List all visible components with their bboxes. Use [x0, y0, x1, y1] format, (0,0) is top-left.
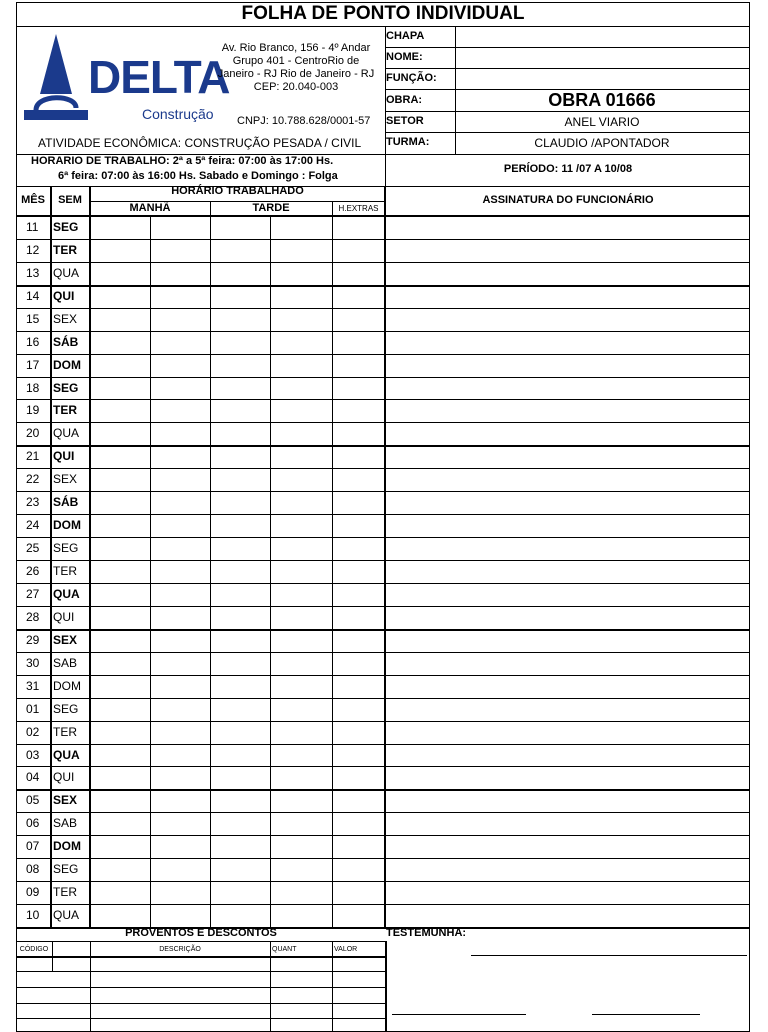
day-cell: 22 [26, 472, 40, 487]
weekday-cell: SEX [53, 311, 78, 326]
table-row [16, 629, 750, 652]
day-cell: 09 [26, 885, 40, 900]
period: PERÍODO: 11 /07 A 10/08 [503, 163, 633, 175]
funcao-field[interactable] [460, 71, 745, 89]
table-row [16, 583, 750, 606]
day-cell: 23 [26, 495, 40, 510]
col-horario: HORÁRIO TRABALHADO [171, 185, 304, 197]
turma-value: CLAUDIO /APONTADOR [534, 136, 670, 150]
weekday-cell: QUA [53, 426, 80, 441]
funcao-label: FUNÇÃO: [386, 72, 437, 84]
col-manha: MANHÃ [129, 202, 171, 214]
day-cell: 02 [26, 724, 40, 739]
table-row [16, 606, 750, 629]
day-cell: 18 [26, 380, 40, 395]
address-line: Av. Rio Branco, 156 - 4º Andar [221, 42, 371, 54]
table-row [16, 308, 750, 331]
weekday-cell: SEX [53, 472, 78, 487]
schedule-line-1: HORARIO DE TRABALHO: 2ª a 5ª feira: 07:00 às 17:00 Hs. [31, 155, 334, 167]
day-cell: 16 [26, 334, 40, 349]
setor-label: SETOR [386, 115, 424, 127]
table-row [16, 744, 750, 767]
day-cell: 24 [26, 518, 40, 533]
company-subtitle: Construção [142, 106, 214, 122]
weekday-cell: SEX [53, 793, 78, 808]
day-cell: 19 [26, 403, 40, 418]
company-activity: ATIVIDADE ECONÔMICA: CONSTRUÇÃO PESADA / CIVIL [38, 136, 362, 150]
table-row [16, 675, 750, 698]
day-cell: 26 [26, 564, 40, 579]
delta-logo-icon [24, 32, 94, 126]
day-cell: 05 [26, 793, 40, 808]
col-tarde: TARDE [252, 202, 290, 214]
weekday-cell: SEG [53, 380, 79, 395]
weekday-cell: QUI [53, 449, 75, 464]
day-cell: 14 [26, 288, 40, 303]
table-row [16, 766, 750, 789]
weekday-cell: SEG [53, 701, 79, 716]
weekday-cell: DOM [53, 678, 81, 693]
schedule-line-2: 6ª feira: 07:00 às 16:00 Hs. Sabado e Domingo : Folga [58, 170, 338, 182]
table-row [16, 789, 750, 812]
table-row [16, 377, 750, 400]
day-cell: 25 [26, 541, 40, 556]
weekday-cell: DOM [53, 839, 81, 854]
table-row [16, 721, 750, 744]
weekday-cell: TER [53, 564, 77, 579]
col-hextras: H.EXTRAS [338, 204, 379, 213]
company-name: DELTA [88, 51, 230, 103]
company-address [206, 42, 386, 94]
weekday-cell: QUA [53, 747, 80, 762]
table-row [16, 468, 750, 491]
weekday-cell: QUI [53, 609, 75, 624]
day-cell: 07 [26, 839, 40, 854]
day-cell: 20 [26, 426, 40, 441]
day-cell: 04 [26, 770, 40, 785]
chapa-field[interactable] [460, 29, 745, 47]
weekday-cell: QUI [53, 770, 75, 785]
table-row [16, 354, 750, 377]
weekday-cell: TER [53, 242, 77, 257]
weekday-cell: QUA [53, 586, 80, 601]
page-title: FOLHA DE PONTO INDIVIDUAL [241, 3, 525, 24]
table-row [16, 331, 750, 354]
day-cell: 15 [26, 311, 40, 326]
weekday-cell: SAB [53, 816, 78, 831]
weekday-cell: SEX [53, 632, 78, 647]
table-row [16, 514, 750, 537]
weekday-cell: SÁB [53, 334, 79, 349]
day-cell: 30 [26, 655, 40, 670]
table-row [16, 239, 750, 262]
weekday-cell: DOM [53, 518, 81, 533]
weekday-cell: QUI [53, 288, 75, 303]
table-row [16, 285, 750, 308]
table-row [16, 445, 750, 468]
table-row [16, 881, 750, 904]
day-cell: 28 [26, 609, 40, 624]
weekday-cell: TER [53, 885, 77, 900]
obra-value: OBRA 01666 [548, 90, 656, 110]
table-row [16, 262, 750, 285]
day-cell: 11 [26, 220, 39, 234]
table-row [16, 399, 750, 422]
address-line: CEP: 20.040-003 [253, 81, 339, 93]
testemunha-label: TESTEMUNHA: [386, 927, 467, 939]
chapa-label: CHAPA [386, 30, 425, 42]
day-cell: 17 [26, 357, 40, 372]
weekday-cell: QUA [53, 265, 80, 280]
col-descricao: DESCRIÇÃO [159, 946, 201, 953]
weekday-cell: SEG [53, 220, 79, 234]
table-row [16, 835, 750, 858]
weekday-cell: SEG [53, 541, 79, 556]
col-mes: MÊS [21, 194, 45, 206]
table-row [16, 812, 750, 835]
table-row [16, 537, 750, 560]
day-cell: 13 [26, 265, 40, 280]
weekday-cell: SAB [53, 655, 78, 670]
table-row [16, 422, 750, 445]
turma-label: TURMA: [386, 136, 430, 148]
day-cell: 03 [26, 747, 40, 762]
col-sem: SEM [58, 194, 82, 206]
day-cell: 31 [26, 678, 40, 693]
day-cell: 06 [26, 816, 40, 831]
company-cnpj: CNPJ: 10.788.628/0001-57 [237, 115, 371, 127]
day-cell: 12 [26, 242, 40, 257]
day-cell: 01 [26, 701, 40, 716]
weekday-cell: TER [53, 403, 77, 418]
day-cell: 10 [26, 908, 40, 923]
company-logo [24, 32, 230, 132]
nome-field[interactable] [460, 50, 745, 68]
weekday-cell: DOM [53, 357, 81, 372]
col-valor: VALOR [334, 946, 358, 953]
col-codigo: CÓDIGO [19, 946, 49, 953]
weekday-cell: TER [53, 724, 77, 739]
table-row [16, 652, 750, 675]
weekday-cell: SÁB [53, 495, 79, 510]
address-line: Grupo 401 - CentroRio de [232, 55, 360, 67]
table-row [16, 698, 750, 721]
obra-label: OBRA: [386, 94, 423, 106]
table-row [16, 216, 750, 239]
address-line: Janeiro - RJ Rio de Janeiro - RJ [217, 68, 375, 80]
day-cell: 21 [26, 449, 40, 464]
setor-value: ANEL VIARIO [564, 115, 640, 129]
table-row [16, 904, 750, 927]
nome-label: NOME: [386, 51, 423, 63]
table-row [16, 858, 750, 881]
day-cell: 29 [26, 632, 40, 647]
day-cell: 08 [26, 862, 40, 877]
table-row [16, 491, 750, 514]
weekday-cell: SEG [53, 862, 79, 877]
weekday-cell: QUA [53, 908, 80, 923]
col-assinatura: ASSINATURA DO FUNCIONÁRIO [482, 194, 654, 206]
proventos-title: PROVENTOS E DESCONTOS [125, 927, 277, 939]
table-row [16, 560, 750, 583]
day-cell: 27 [26, 586, 40, 601]
col-quant: QUANT [272, 946, 297, 953]
